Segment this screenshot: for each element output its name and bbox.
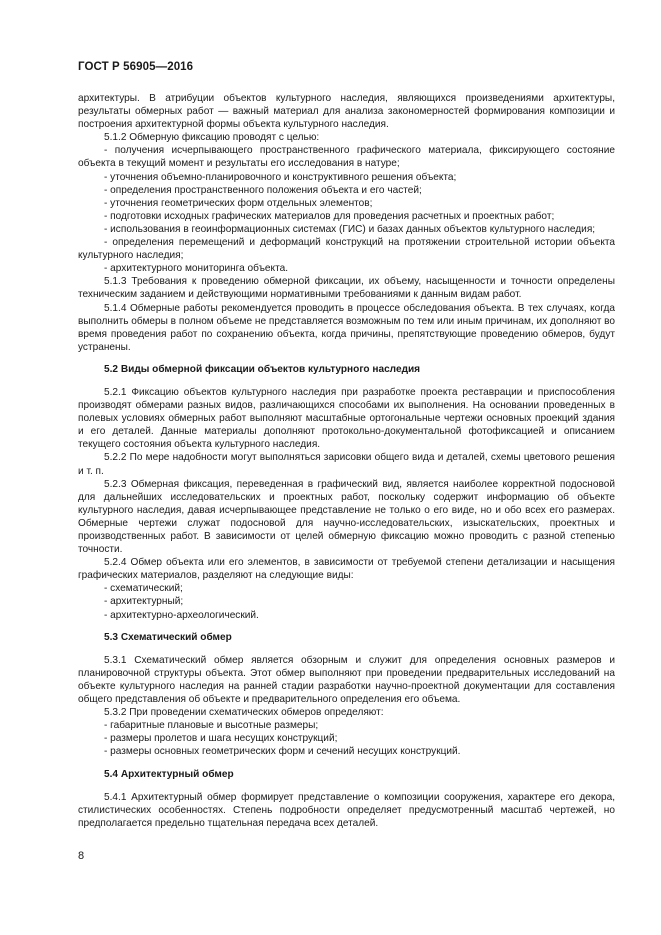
paragraph: 5.2.4 Обмер объекта или его элементов, в зависимости от требуемой степени детализации и насыщения графических материалов, разделяют на следующие виды: [78, 557, 615, 582]
paragraph: 5.1.2 Обмерную фиксацию проводят с целью: [104, 132, 320, 144]
section-heading: 5.4 Архитектурный обмер [104, 768, 234, 780]
section-heading: 5.3 Схематический обмер [104, 631, 232, 643]
paragraph: - получения исчерпывающего пространственного графического материала, фиксирующего состояние объекта в текущий момент и результаты его исследования в натуре; [78, 145, 615, 170]
document-header: ГОСТ Р 56905—2016 [78, 61, 194, 73]
paragraph: - определения перемещений и деформаций конструкций на протяжении строительной истории объекта культурного наследия; [78, 237, 615, 262]
paragraph: 5.4.1 Архитектурный обмер формирует представление о композиции сооружения, характере его декора, стилистических особенностях. Степень подробности определяет предусмотренный масштаб чертежей, но предполагается предельно тщательная передача всех деталей. [78, 791, 615, 829]
paragraph: - габаритные плановые и высотные размеры; [104, 720, 319, 732]
paragraph: 5.2.2 По мере надобности могут выполняться зарисовки общего вида и деталей, схемы цветового решения и т. п. [78, 452, 615, 477]
paragraph: 5.3.2 При проведении схематических обмеров определяют: [104, 707, 384, 719]
paragraph: - уточнения геометрических форм отдельных элементов; [104, 197, 373, 209]
paragraph: - размеры пролетов и шага несущих конструкций; [104, 733, 338, 745]
section-heading: 5.2 Виды обмерной фиксации объектов культурного наследия [104, 363, 421, 375]
paragraph: - архитектурно-археологический. [104, 609, 259, 621]
paragraph: - размеры основных геометрических форм и сечений несущих конструкций. [104, 746, 461, 758]
paragraph: архитектуры. В атрибуции объектов культурного наследия, являющихся произведениями архитектуры, результаты обмерных работ — важный материал для анализа закономерностей формирования композиции и построения архитектурной формы объекта культурного наследия. [78, 93, 615, 131]
paragraph: - архитектурного мониторинга объекта. [104, 263, 288, 275]
paragraph: - использования в геоинформационных системах (ГИС) и базах данных объектов культурного наследия; [104, 223, 596, 235]
paragraph: - определения пространственного положения объекта и его частей; [104, 184, 422, 196]
page-number: 8 [78, 850, 85, 862]
paragraph: - архитектурный; [104, 596, 184, 608]
paragraph: 5.2.1 Фиксацию объектов культурного наследия при разработке проекта реставрации и приспособления производят обмерами разных видов, различающихся способами их выполнения. На основании проведенных в полевых условиях обмерных работ выполняют масштабные ортогональные чертежи основных проекций здания и его деталей. Данные материалы дополняют протокольно-документальной фотофиксацией и описанием текущего состояния объекта культурного наследия. [78, 386, 615, 451]
paragraph: 5.2.3 Обмерная фиксация, переведенная в графический вид, является наиболее корректной подосновой для дальнейших исследовательских и проектных работ, поскольку содержит информацию об объекте культурного наследия, давая исчерпывающее представление не только о его виде, но и обо всех его размерах. Обмерные чертежи служат подосновой для научно-исследовательских, изыскательских, проектных и производственных работ. В зависимости от целей обмерную фиксацию можно проводить с разной степенью точности. [78, 478, 615, 556]
paragraph: - уточнения объемно-планировочного и конструктивного решения объекта; [104, 171, 457, 183]
paragraph: 5.1.3 Требования к проведению обмерной фиксации, их объему, насыщенности и точности определены техническим заданием и действующими нормативными требованиями к данным видам работ. [78, 276, 615, 301]
paragraph: 5.1.4 Обмерные работы рекомендуется проводить в процессе обследования объекта. В тех случаях, когда выполнить обмеры в полном объеме не представляется возможным по тем или иным причинам, их дополняют во время проведения работ по сохранению объекта, когда причины, препятствующие проведению обмеров, будут устранены. [78, 302, 615, 353]
paragraph: - подготовки исходных графических материалов для проведения расчетных и проектных работ; [104, 210, 555, 222]
paragraph: 5.3.1 Схематический обмер является обзорным и служит для определения основных размеров и планировочной структуры объекта. Этот обмер выполняют при проведении предварительных исследований на объекте культурного наследия на ранней стадии разработки научно-проектной документации для составления общего представления об объекте и предварительного определения его объема. [78, 654, 615, 706]
document-body [78, 92, 615, 830]
paragraph: - схематический; [104, 583, 183, 595]
